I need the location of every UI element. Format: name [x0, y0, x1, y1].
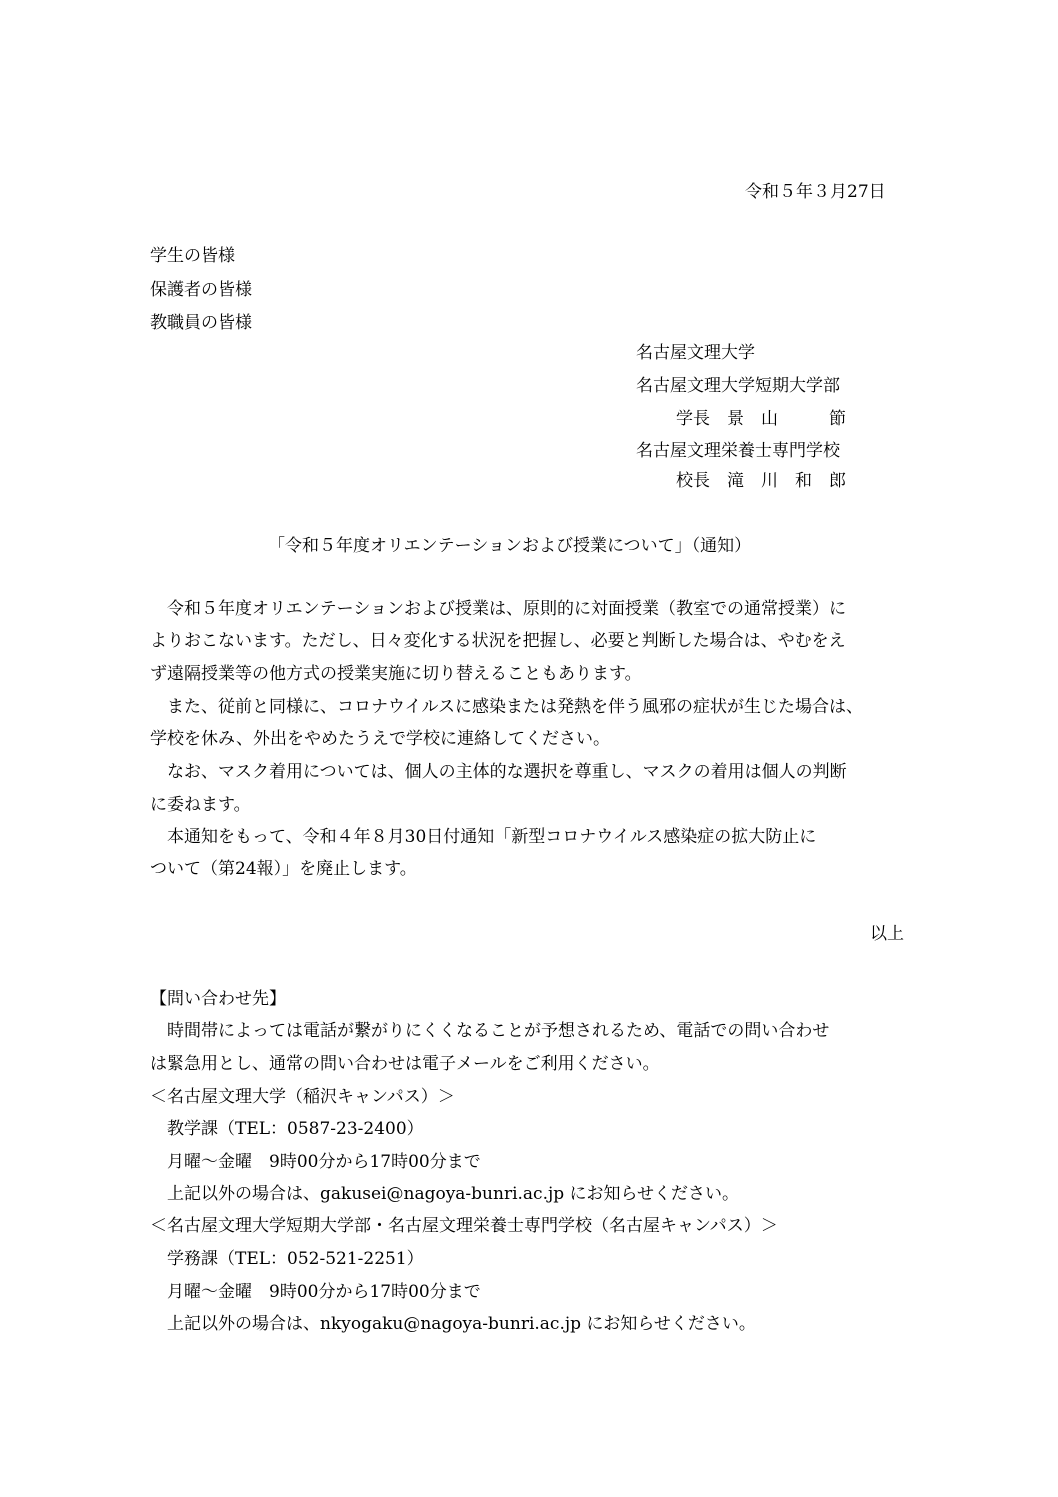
sender-vocational-school: 名古屋文理栄養士専門学校: [636, 441, 840, 461]
campus-nagoya-email: 上記以外の場合は、nkyogaku@nagoya-bunri.ac.jp にお知らせください。: [150, 1314, 756, 1334]
sender-university: 名古屋文理大学: [636, 343, 755, 363]
body-line: なお、マスク着用については、個人の主体的な選択を尊重し、マスクの着用は個人の判断: [150, 762, 847, 782]
campus-inazawa-email: 上記以外の場合は、gakusei@nagoya-bunri.ac.jp にお知らせください。: [150, 1184, 740, 1204]
sender-president: 学長 景 山 節: [676, 409, 846, 429]
contact-intro-line: 時間帯によっては電話が繋がりにくくなることが予想されるため、電話での問い合わせ: [150, 1021, 830, 1041]
notice-title: 「令和５年度オリエンテーションおよび授業について」（通知）: [268, 536, 752, 556]
body-line: に委ねます。: [150, 795, 251, 815]
campus-nagoya-office: 学務課（TEL：052-521-2251）: [150, 1249, 424, 1269]
addressee-students: 学生の皆様: [150, 246, 235, 266]
closing-mark: 以上: [870, 924, 904, 944]
campus-nagoya-name: ＜名古屋文理大学短期大学部・名古屋文理栄養士専門学校（名古屋キャンパス）＞: [150, 1216, 778, 1236]
contact-heading: 【問い合わせ先】: [150, 989, 286, 1009]
campus-nagoya-hours: 月曜～金曜 9時00分から17時00分まで: [150, 1282, 481, 1302]
campus-inazawa-office: 教学課（TEL：0587-23-2400）: [150, 1119, 424, 1139]
body-line: 令和５年度オリエンテーションおよび授業は、原則的に対面授業（教室での通常授業）に: [150, 599, 846, 619]
body-line: 本通知をもって、令和４年８月30日付通知「新型コロナウイルス感染症の拡大防止に: [150, 827, 817, 847]
campus-inazawa-name: ＜名古屋文理大学（稲沢キャンパス）＞: [150, 1087, 455, 1107]
body-line: よりおこないます。ただし、日々変化する状況を把握し、必要と判断した場合は、やむをえ: [150, 631, 846, 651]
body-line: 学校を休み、外出をやめたうえで学校に連絡してください。: [150, 729, 611, 749]
addressee-staff: 教職員の皆様: [150, 313, 252, 333]
body-line: ついて（第24報）」を廃止します。: [150, 859, 417, 879]
issue-date: 令和５年３月27日: [745, 182, 886, 202]
sender-principal: 校長 滝 川 和 郎: [676, 471, 846, 491]
contact-intro-line: は緊急用とし、通常の問い合わせは電子メールをご利用ください。: [150, 1054, 660, 1074]
campus-inazawa-hours: 月曜～金曜 9時00分から17時00分まで: [150, 1152, 481, 1172]
addressee-guardians: 保護者の皆様: [150, 280, 252, 300]
body-line: また、従前と同様に、コロナウイルスに感染または発熱を伴う風邪の症状が生じた場合は、: [150, 697, 863, 717]
body-line: ず遠隔授業等の他方式の授業実施に切り替えることもあります。: [150, 664, 642, 684]
sender-junior-college: 名古屋文理大学短期大学部: [636, 376, 840, 396]
